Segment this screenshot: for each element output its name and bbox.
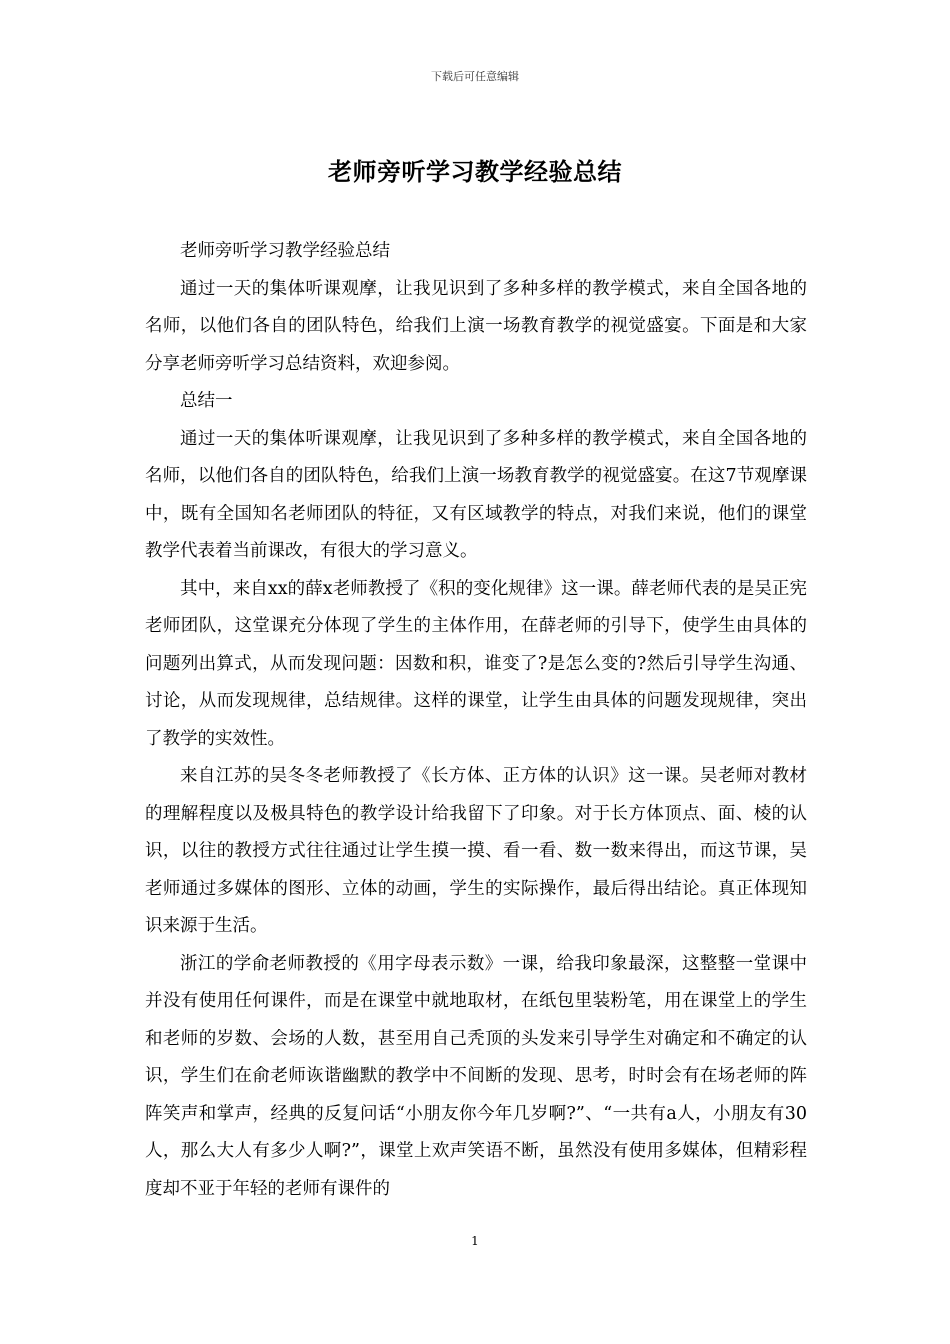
paragraph: 其中，来自xx的薛x老师教授了《积的变化规律》这一课。薛老师代表的是吴正宪老师团队，这堂课充分体现了学生的主体作用，在薛老师的引导下，使学生由具体的问题列出算式，从而发现问题：因数和积，谁变了?是怎么变的?然后引导学生沟通、讨论，从而发现规律，总结规律。这样的课堂，让学生由具体的问题发现规律，突出了教学的实效性。 <box>145 578 807 749</box>
header-note: 下载后可任意编辑 <box>431 70 519 83</box>
paragraph: 通过一天的集体听课观摩，让我见识到了多种多样的教学模式，来自全国各地的名师，以他们各自的团队特色，给我们上演一场教育教学的视觉盛宴。在这7节观摩课中，既有全国知名老师团队的特征，又有区域教学的特点，对我们来说，他们的课堂教学代表着当前课改，有很大的学习意义。 <box>145 428 807 561</box>
page-number: 1 <box>471 1234 479 1248</box>
paragraph: 来自江苏的吴冬冬老师教授了《长方体、正方体的认识》这一课。吴老师对教材的理解程度以及极具特色的教学设计给我留下了印象。对于长方体顶点、面、棱的认识，以往的教授方式往往通过让学生摸一摸、看一看、数一数来得出，而这节课，吴老师通过多媒体的图形、立体的动画，学生的实际操作，最后得出结论。真正体现知识来源于生活。 <box>145 766 807 936</box>
document-title: 老师旁听学习教学经验总结 <box>328 157 622 186</box>
paragraph: 浙江的学俞老师教授的《用字母表示数》一课，给我印象最深，这整整一堂课中并没有使用任何课件，而是在课堂中就地取材，在纸包里装粉笔，用在课堂上的学生和老师的岁数、会场的人数，甚至用自己秃顶的头发来引导学生对确定和不确定的认识，学生们在俞老师诙谐幽默的教学中不间断的发现、思考，时时会有在场老师的阵阵笑声和掌声，经典的反复问话“小朋友你今年几岁啊?”、“一共有a人，小朋友有30人，那么大人有多少人啊?”，课堂上欢声笑语不断，虽然没有使用多媒体，但精彩程度却不亚于年轻的老师有课件的 <box>145 953 807 1199</box>
paragraph: 通过一天的集体听课观摩，让我见识到了多种多样的教学模式，来自全国各地的名师，以他们各自的团队特色，给我们上演一场教育教学的视觉盛宴。下面是和大家分享老师旁听学习总结资料，欢迎参阅。 <box>145 278 807 374</box>
paragraph: 老师旁听学习教学经验总结 <box>180 241 390 261</box>
section-heading: 总结一 <box>180 391 233 411</box>
document-body <box>145 233 807 1208</box>
